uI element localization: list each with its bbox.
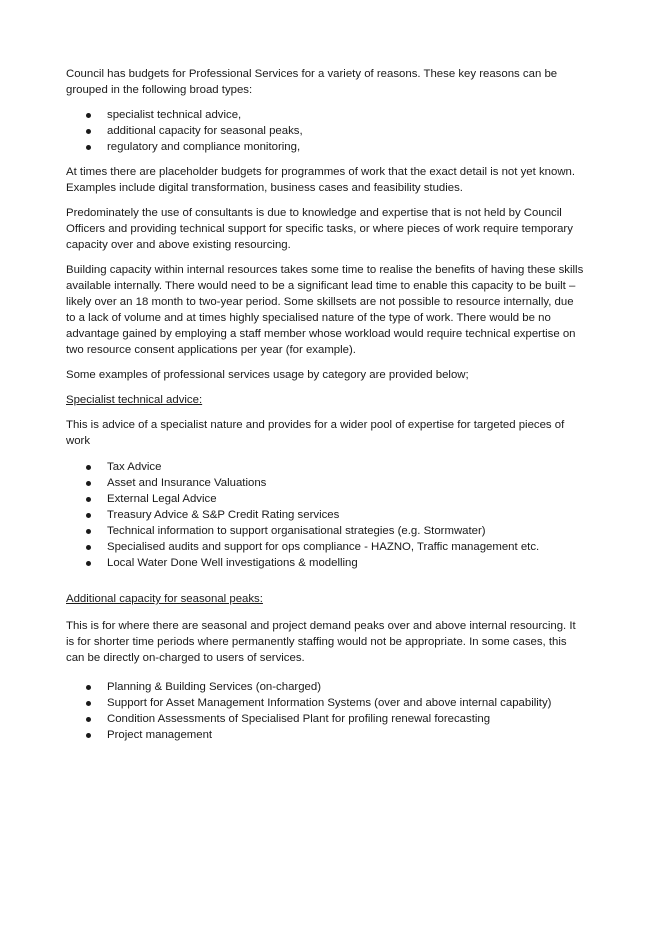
list-item [66, 475, 586, 491]
specialist-description: This is advice of a specialist nature and provides for a wider pool of expertise for targeted pieces of work [66, 419, 565, 447]
list-item-text: Local Water Done Well investigations & modelling [107, 557, 358, 569]
bullet-icon [86, 717, 91, 722]
list-item-text: additional capacity for seasonal peaks, [107, 125, 303, 137]
placeholder-budgets-paragraph: At times there are placeholder budgets for programmes of work that the exact detail is not yet known. Examples include digital transformation, business cases and feasibility studies. [66, 166, 576, 194]
list-item [66, 123, 586, 139]
list-item-text: Planning & Building Services (on-charged) [107, 681, 322, 693]
list-item [66, 139, 586, 155]
bullet-icon [86, 561, 91, 566]
list-item [66, 539, 586, 555]
list-item-text: regulatory and compliance monitoring, [107, 141, 301, 153]
seasonal-heading: Additional capacity for seasonal peaks: [66, 593, 263, 605]
bullet-icon [86, 529, 91, 534]
bullet-icon [86, 129, 91, 134]
list-item [66, 107, 586, 123]
list-item [66, 711, 586, 727]
list-item [66, 679, 586, 695]
bullet-icon [86, 545, 91, 550]
bullet-icon [86, 701, 91, 706]
seasonal-list [66, 679, 586, 743]
list-item [66, 695, 586, 711]
list-item [66, 507, 586, 523]
list-item-text: Condition Assessments of Specialised Plant for profiling renewal forecasting [107, 713, 491, 725]
building-capacity-paragraph: Building capacity within internal resources takes some time to realise the benefits of having these skills available internally. There would need to be a significant lead time to enable this capacity to be built – likely over an 18 month to two-year period. Some skillsets are not possible to resource internally, due to a lack of volume and at times highly specialised nature of the type of work. There would be no advantage gained by employing a staff member whose workload would require technical expertise on two resource consent applications per year (for example). [66, 264, 584, 356]
bullet-icon [86, 481, 91, 486]
list-item [66, 491, 586, 507]
specialist-heading: Specialist technical advice: [66, 394, 203, 406]
list-item [66, 555, 586, 571]
list-item-text: Technical information to support organisational strategies (e.g. Stormwater) [107, 525, 486, 537]
consultants-paragraph: Predominately the use of consultants is due to knowledge and expertise that is not held by Council Officers and providing technical support for specific tasks, or where pieces of work require temporary capacity over and above existing resourcing. [66, 207, 573, 251]
bullet-icon [86, 145, 91, 150]
list-item-text: Project management [107, 729, 213, 741]
document-page [66, 66, 586, 752]
list-item-text: Tax Advice [107, 461, 162, 473]
intro-paragraph: Council has budgets for Professional Services for a variety of reasons. These key reasons can be grouped in the following broad types: [66, 68, 558, 96]
list-item [66, 727, 586, 743]
seasonal-description: This is for where there are seasonal and project demand peaks over and above internal resourcing. It is for shorter time periods where permanently staffing would not be appropriate. In some cases, this can be directly on-charged to users of services. [66, 620, 576, 664]
list-item-text: specialist technical advice, [107, 109, 242, 121]
list-item-text: Asset and Insurance Valuations [107, 477, 267, 489]
bullet-icon [86, 465, 91, 470]
bullet-icon [86, 685, 91, 690]
bullet-icon [86, 513, 91, 518]
list-item-text: Support for Asset Management Information Systems (over and above internal capability) [107, 697, 552, 709]
bullet-icon [86, 733, 91, 738]
list-item [66, 459, 586, 475]
list-item [66, 523, 586, 539]
examples-paragraph: Some examples of professional services usage by category are provided below; [66, 369, 469, 381]
list-item-text: Specialised audits and support for ops compliance - HAZNO, Traffic management etc. [107, 541, 540, 553]
specialist-list [66, 459, 586, 571]
list-item-text: Treasury Advice & S&P Credit Rating services [107, 509, 340, 521]
bullet-icon [86, 497, 91, 502]
bullet-icon [86, 113, 91, 118]
broad-types-list [66, 107, 586, 155]
list-item-text: External Legal Advice [107, 493, 217, 505]
